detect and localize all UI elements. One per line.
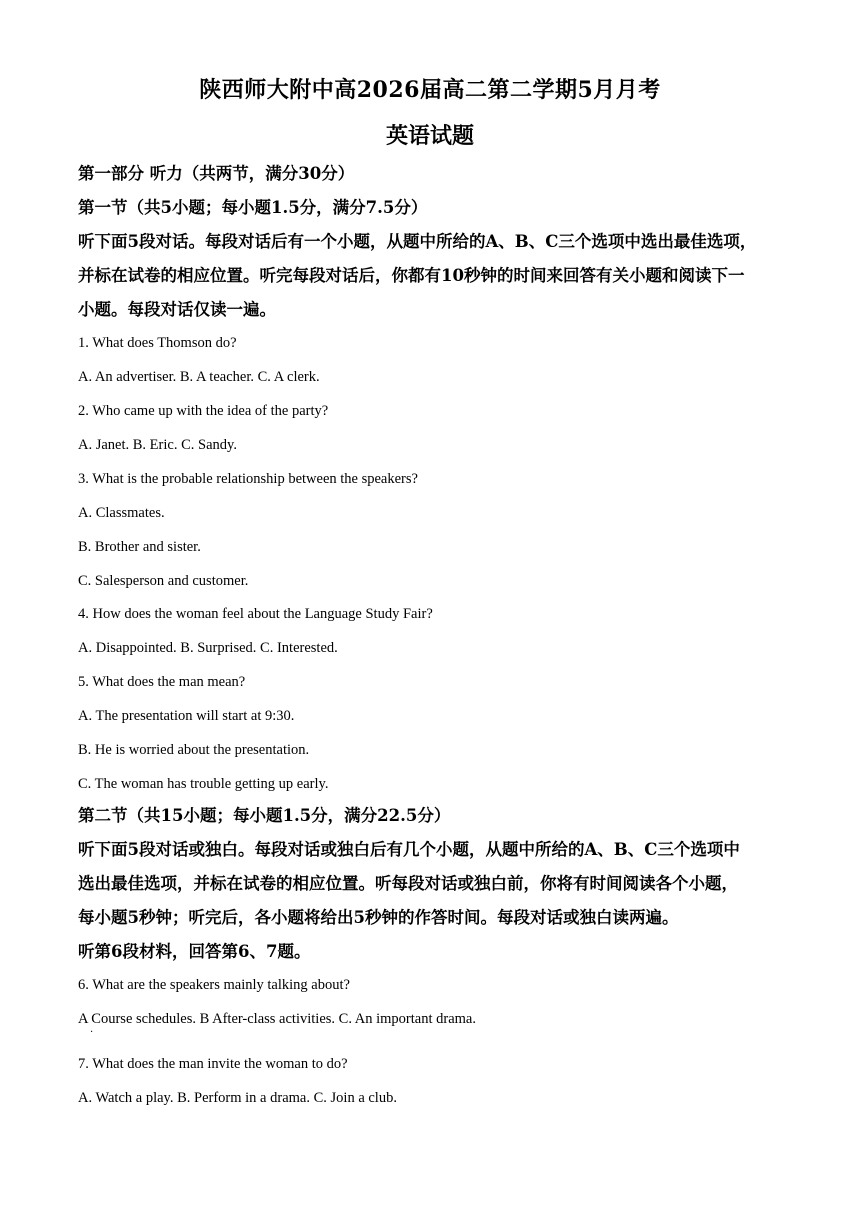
question-3-option-a: A. Classmates. bbox=[78, 505, 165, 521]
exam-title: 陕西师大附中高2026届高二第二学期5月月考 bbox=[199, 77, 661, 103]
question-5-option-c: C. The woman has trouble getting up early. bbox=[78, 776, 329, 792]
section2-instruction-line-2: 选出最佳选项，并标在试卷的相应位置。听每段对话或独白前，你将有时间阅读各个小题， bbox=[78, 874, 738, 893]
question-3-option-b: B. Brother and sister. bbox=[78, 539, 201, 555]
question-6-options: A Course schedules. B After-class activities. C. An important drama. bbox=[78, 1011, 476, 1027]
question-7-options: A. Watch a play. B. Perform in a drama. C. Join a club. bbox=[78, 1090, 397, 1106]
question-5-option-b: B. He is worried about the presentation. bbox=[78, 742, 310, 758]
question-6: 6. What are the speakers mainly talking about? bbox=[78, 977, 350, 993]
question-4-options: A. Disappointed. B. Surprised. C. Interested. bbox=[78, 640, 338, 656]
section1-instruction-line-3: 小题。每段对话仅读一遍。 bbox=[78, 300, 276, 319]
section2-instruction-line-3: 每小题5秒钟；听完后，各小题将给出5秒钟的作答时间。每段对话或独白读两遍。 bbox=[78, 908, 679, 927]
section1-heading: 第一节（共5小题；每小题1.5分，满分7.5分） bbox=[78, 198, 428, 217]
part1-heading: 第一部分 听力（共两节，满分30分） bbox=[78, 164, 355, 183]
material-6-heading: 听第6段材料，回答第6、7题。 bbox=[78, 942, 311, 961]
stray-dot-mark: . bbox=[90, 1024, 94, 1035]
section2-instruction-line-1: 听下面5段对话或独白。每段对话或独白后有几个小题，从题中所给的A、B、C三个选项中 bbox=[78, 840, 740, 859]
question-1: 1. What does Thomson do? bbox=[78, 335, 237, 351]
question-4: 4. How does the woman feel about the Language Study Fair? bbox=[78, 606, 433, 622]
section2-heading: 第二节（共15小题；每小题1.5分，满分22.5分） bbox=[78, 806, 451, 825]
question-1-options: A. An advertiser. B. A teacher. C. A clerk. bbox=[78, 369, 320, 385]
question-2-options: A. Janet. B. Eric. C. Sandy. bbox=[78, 437, 237, 453]
exam-subtitle: 英语试题 bbox=[385, 123, 474, 149]
question-2: 2. Who came up with the idea of the party? bbox=[78, 403, 329, 419]
question-7: 7. What does the man invite the woman to do? bbox=[78, 1056, 348, 1072]
section1-instruction-line-2: 并标在试卷的相应位置。听完每段对话后，你都有10秒钟的时间来回答有关小题和阅读下一 bbox=[78, 266, 745, 285]
section1-instruction-line-1: 听下面5段对话。每段对话后有一个小题，从题中所给的A、B、C三个选项中选出最佳选项， bbox=[78, 232, 757, 251]
question-3: 3. What is the probable relationship between the speakers? bbox=[78, 471, 418, 487]
question-5: 5. What does the man mean? bbox=[78, 674, 246, 690]
question-5-option-a: A. The presentation will start at 9:30. bbox=[78, 708, 295, 724]
question-3-option-c: C. Salesperson and customer. bbox=[78, 573, 249, 589]
